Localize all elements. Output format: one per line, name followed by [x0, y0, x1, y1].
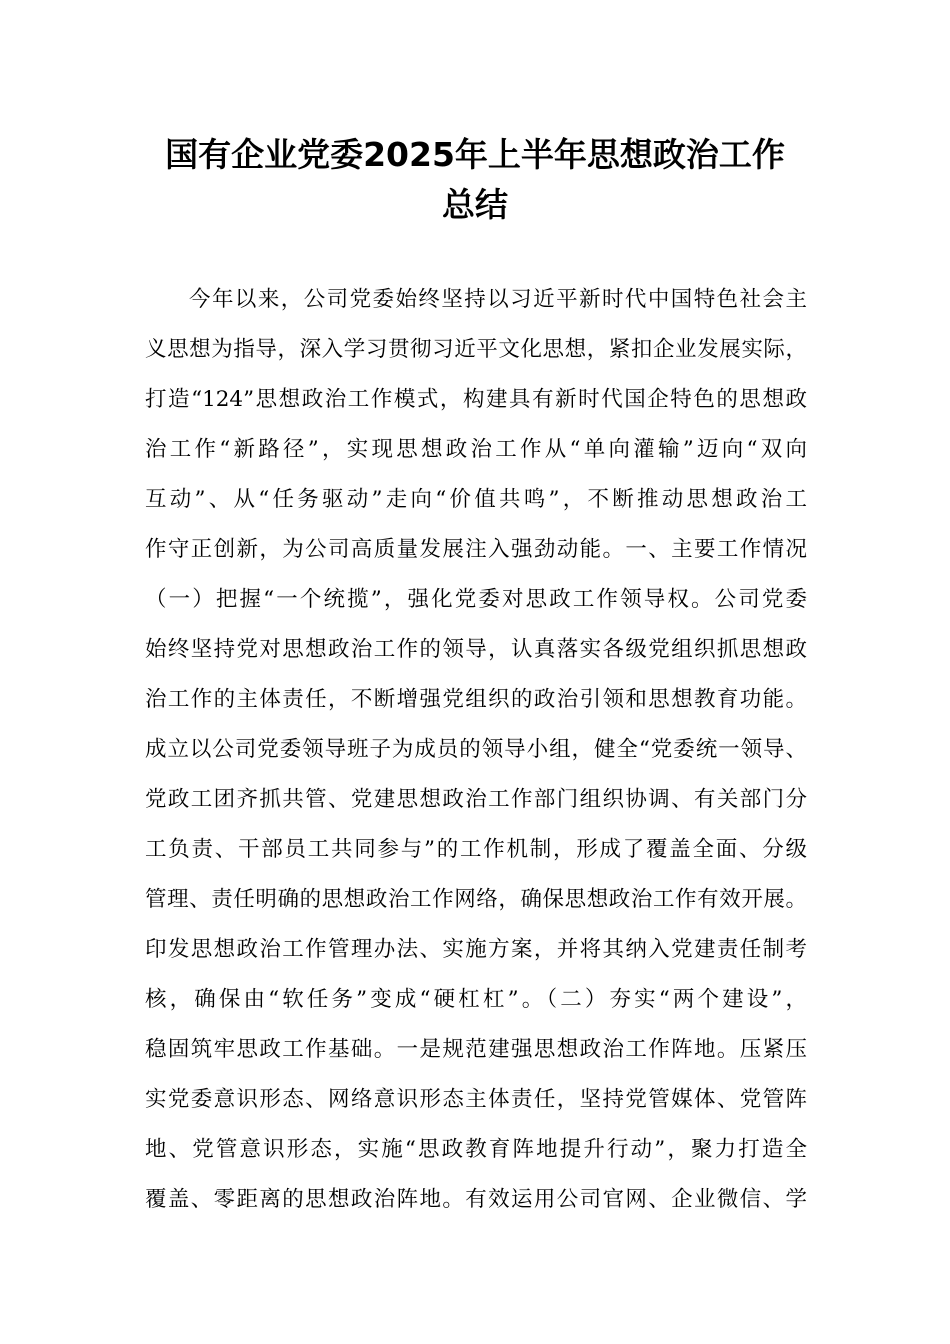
body-text-line: 覆盖、零距离的思想政治阵地。有效运用公司官网、企业微信、学	[145, 1187, 807, 1212]
body-text-line: 成立以公司党委领导班子为成员的领导小组，健全“党委统一领导、	[145, 737, 807, 762]
body-text-line: 治工作“新路径”，实现思想政治工作从“单向灌输”迈向“双向	[145, 437, 807, 462]
body-text-line: 核，确保由“软任务”变成“硬杠杠”。（二）夯实“两个建设”，	[145, 987, 807, 1012]
body-text-line: 印发思想政治工作管理办法、实施方案，并将其纳入党建责任制考	[145, 937, 807, 962]
body-text-line: 作守正创新，为公司高质量发展注入强劲动能。一、主要工作情况	[145, 537, 807, 562]
document-body	[145, 275, 807, 1225]
body-text-line: （一）把握“一个统揽”，强化党委对思政工作领导权。公司党委	[145, 587, 807, 612]
body-text-line: 稳固筑牢思政工作基础。一是规范建强思想政治工作阵地。压紧压	[145, 1037, 807, 1062]
body-text-line: 治工作的主体责任，不断增强党组织的政治引领和思想教育功能。	[145, 687, 807, 712]
document-title-line-1: 国有企业党委2025年上半年思想政治工作	[165, 135, 785, 174]
body-text-line: 工负责、干部员工共同参与”的工作机制，形成了覆盖全面、分级	[145, 837, 807, 862]
body-text-line: 实党委意识形态、网络意识形态主体责任，坚持党管媒体、党管阵	[145, 1087, 807, 1112]
body-text-line: 今年以来，公司党委始终坚持以习近平新时代中国特色社会主	[189, 287, 807, 312]
document-title-line-2: 总结	[442, 185, 508, 224]
body-text-line: 互动”、从“任务驱动”走向“价值共鸣”，不断推动思想政治工	[145, 487, 807, 512]
body-text-line: 打造“124”思想政治工作模式，构建具有新时代国企特色的思想政	[145, 387, 807, 412]
body-text-line: 地、党管意识形态，实施“思政教育阵地提升行动”，聚力打造全	[145, 1137, 807, 1162]
body-text-line: 管理、责任明确的思想政治工作网络，确保思想政治工作有效开展。	[145, 887, 807, 912]
body-text-line: 党政工团齐抓共管、党建思想政治工作部门组织协调、有关部门分	[145, 787, 807, 812]
body-text-line: 义思想为指导，深入学习贯彻习近平文化思想，紧扣企业发展实际，	[145, 337, 807, 362]
body-text-line: 始终坚持党对思想政治工作的领导，认真落实各级党组织抓思想政	[145, 637, 807, 662]
